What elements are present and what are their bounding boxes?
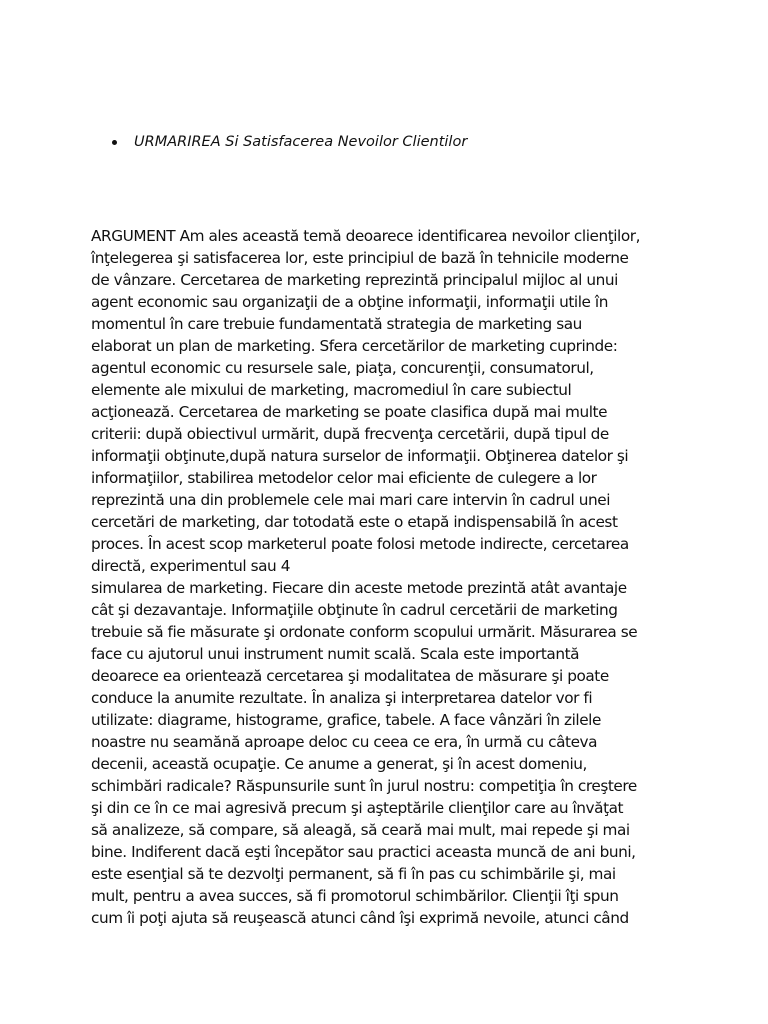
paragraph-line: bine. Indiferent dacă eşti începător sau practici aceasta muncă de ani buni, (91, 843, 636, 861)
paragraph-line: face cu ajutorul unui instrument numit scală. Scala este importantă (91, 645, 580, 663)
paragraph-line: schimbări radicale? Răspunsurile sunt în jurul nostru: competiţia în creştere (91, 777, 637, 795)
paragraph-line: cât şi dezavantaje. Informaţiile obţinute în cadrul cercetării de marketing (91, 601, 618, 619)
paragraph-line: cercetări de marketing, dar totodată este o etapă indispensabilă în acest (91, 513, 618, 531)
paragraph-line: elemente ale mixului de marketing, macromediul în care subiectul (91, 381, 572, 399)
paragraph-line: reprezintă una din problemele cele mai mari care intervin în cadrul unei (91, 491, 610, 509)
bullet-icon (112, 140, 117, 145)
paragraph-line: este esenţial să te dezvolţi permanent, să fi în pas cu schimbările şi, mai (91, 865, 616, 883)
paragraph-line: ARGUMENT Am ales această temă deoarece identificarea nevoilor clienţilor, (91, 227, 641, 245)
paragraph-line: directă, experimentul sau 4 (91, 557, 290, 575)
paragraph-line: noastre nu seamănă aproape deloc cu ceea ce era, în urmă cu câteva (91, 733, 598, 751)
paragraph-line: informaţiilor, stabilirea metodelor celor mai eficiente de culegere a lor (91, 469, 597, 487)
argument-paragraph (91, 225, 691, 929)
paragraph-line: momentul în care trebuie fundamentată strategia de marketing sau (91, 315, 582, 333)
paragraph-line: elaborat un plan de marketing. Sfera cercetărilor de marketing cuprinde: (91, 337, 618, 355)
paragraph-line: informaţii obţinute,după natura surselor de informaţii. Obţinerea datelor şi (91, 447, 629, 465)
paragraph-line: deoarece ea orientează cercetarea şi modalitatea de măsurare şi poate (91, 667, 609, 685)
paragraph-line: şi din ce în ce mai agresivă precum şi aşteptările clienţilor care au învăţat (91, 799, 624, 817)
paragraph-line: trebuie să fie măsurate şi ordonate conform scopului urmărit. Măsurarea se (91, 623, 638, 641)
paragraph-line: utilizate: diagrame, histograme, grafice, tabele. A face vânzări în zilele (91, 711, 601, 729)
paragraph-line: să analizeze, să compare, să aleagă, să ceară mai mult, mai repede şi mai (91, 821, 630, 839)
paragraph-line: înţelegerea şi satisfacerea lor, este principiul de bază în tehnicile moderne (91, 249, 629, 267)
paragraph-line: decenii, această ocupaţie. Ce anume a generat, şi în acest domeniu, (91, 755, 587, 773)
paragraph-line: cum îi poţi ajuta să reuşească atunci când îşi exprimă nevoile, atunci când (91, 909, 629, 927)
paragraph-line: criterii: după obiectivul urmărit, după frecvenţa cercetării, după tipul de (91, 425, 609, 443)
paragraph-line: mult, pentru a avea succes, să fi promotorul schimbărilor. Clienţii îţi spun (91, 887, 619, 905)
paragraph-line: simularea de marketing. Fiecare din aceste metode prezintă atât avantaje (91, 579, 627, 597)
paragraph-line: de vânzare. Cercetarea de marketing reprezintă principalul mijloc al unui (91, 271, 618, 289)
paragraph-line: proces. În acest scop marketerul poate folosi metode indirecte, cercetarea (91, 535, 629, 553)
paragraph-line: conduce la anumite rezultate. În analiza şi interpretarea datelor vor fi (91, 689, 593, 707)
paragraph-line: acţionează. Cercetarea de marketing se poate clasifica după mai multe (91, 403, 608, 421)
paragraph-line: agent economic sau organizaţii de a obţine informaţii, informaţii utile în (91, 293, 608, 311)
paragraph-line: agentul economic cu resursele sale, piaţa, concurenţii, consumatorul, (91, 359, 594, 377)
heading-text: URMARIREA Si Satisfacerea Nevoilor Clientilor (134, 134, 468, 150)
heading-bullet-item (112, 134, 467, 150)
